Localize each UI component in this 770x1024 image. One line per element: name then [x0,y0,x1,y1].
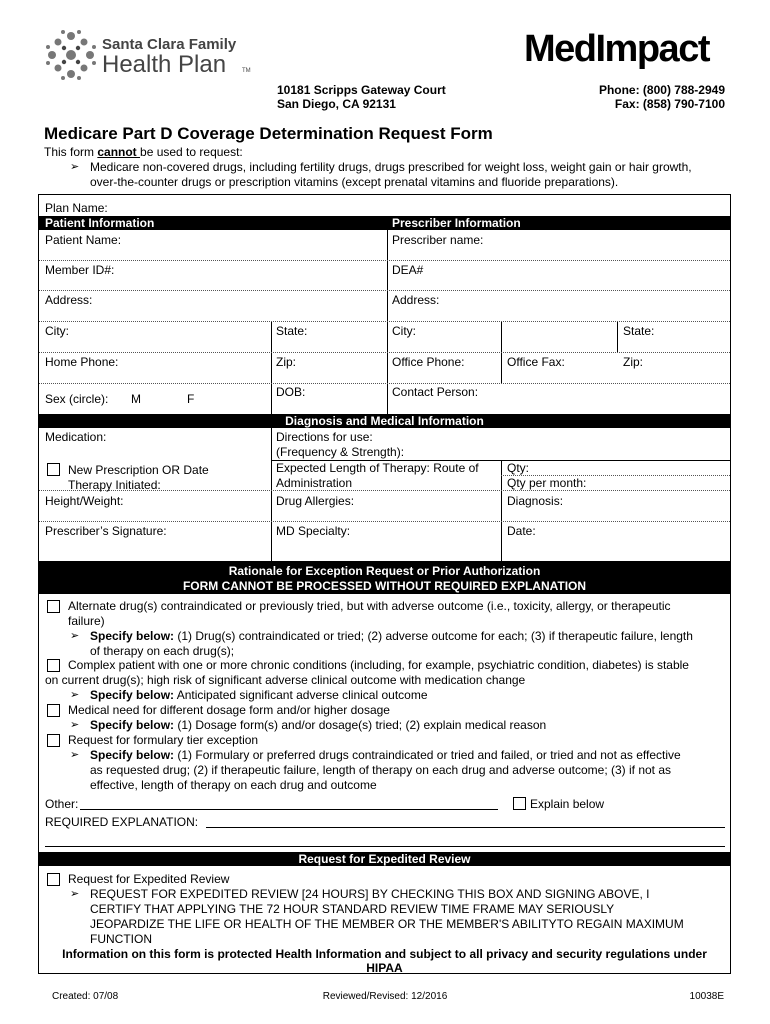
expedited-option-label: Request for Expedited Review [68,872,230,886]
patient-city-field[interactable]: City: [45,324,69,338]
medical-need-checkbox[interactable] [47,704,60,717]
dob-field[interactable]: DOB: [276,385,306,399]
formulary-tier-checkbox[interactable] [47,734,60,747]
office-fax-field[interactable]: Office Fax: [507,355,565,369]
height-weight-field[interactable]: Height/Weight: [45,494,124,508]
patient-state-field[interactable]: State: [276,324,308,338]
expedited-text-line4: FUNCTION [90,932,152,946]
intro-emph: cannot [97,145,141,159]
diagnosis-header-label: Diagnosis and Medical Information [285,414,484,428]
phone-number: Phone: (800) 788-2949 [598,83,725,97]
option3-specify-text: (1) Dosage form(s) and/or dosage(s) tried; (2) explain medical reason [174,718,547,732]
medimpact-logo: MedImpact [524,28,709,70]
divider-vertical [271,428,272,561]
intro-prefix: This form [44,145,98,159]
prescriber-signature-field[interactable]: Prescriber’s Signature: [45,524,167,538]
footer-code: 10038E [689,991,724,1002]
expedited-text-line2: CERTIFY THAT APPLYING THE 72 HOUR STANDARD REVIEW TIME FRAME MAY SERIOUSLY [90,902,615,916]
footer-revised: Reviewed/Revised: 12/2016 [322,991,448,1002]
prescriber-name-field[interactable]: Prescriber name: [392,233,484,247]
expedited-text-line1: REQUEST FOR EXPEDITED REVIEW [24 HOURS] BY CHECKING THIS BOX AND SIGNING ABOVE, I [90,887,650,901]
qty-month-field[interactable]: Qty per month: [507,476,587,490]
option1-specify-line2: of therapy on each drug(s); [90,644,235,658]
specify-label: Specify below: [90,748,175,762]
option1-line2: failure) [68,614,105,628]
md-specialty-field[interactable]: MD Specialty: [276,524,351,538]
directions-label-1[interactable]: Directions for use: [276,430,373,444]
option3-specify [90,718,546,732]
option4-line1: Request for formulary tier exception [68,733,259,747]
expedited-text-line3: JEOPARDIZE THE LIFE OR HEALTH OF THE MEMBER OR THE MEMBER'S ABILITYTO REGAIN MAXIMUM [90,917,684,931]
row-divider [39,260,730,261]
other-label: Other: [45,797,79,811]
prescriber-address-field[interactable]: Address: [392,293,440,307]
option2-line2: on current drug(s); high risk of significant adverse clinical outcome with medication change [45,673,526,687]
complex-patient-checkbox[interactable] [47,659,60,672]
new-prescription-label-2: Therapy Initiated: [68,478,161,492]
option1-specify-text: (1) Drug(s) contraindicated or tried; (2) adverse outcome for each; (3) if therapeutic failure, length [174,629,693,643]
directions-label-2: (Frequency & Strength): [276,445,405,459]
explain-below-label: Explain below [530,797,605,811]
option2-line1: Complex patient with one or more chronic conditions (including, for example, psychiatric condition, diabetes) is stable [68,658,689,672]
row-divider [39,521,730,522]
required-explanation-label: REQUIRED EXPLANATION: [45,815,199,829]
contact-person-field[interactable]: Contact Person: [392,385,479,399]
option4-specify [90,748,681,762]
drug-allergies-field[interactable]: Drug Allergies: [276,494,355,508]
required-explanation-input-line[interactable] [206,827,725,828]
address-line1: 10181 Scripps Gateway Court [277,83,446,97]
alternate-drug-checkbox[interactable] [47,600,60,613]
scfhp-logo-tm: TM [242,68,251,74]
patient-name-field[interactable]: Patient Name: [45,233,122,247]
option1-line1: Alternate drug(s) contraindicated or previously tried, but with adverse outcome (i.e., toxicity, allergy, or therapeutic [68,599,671,613]
patient-info-header-label: Patient Information [45,216,155,230]
therapy-length-label-1[interactable]: Expected Length of Therapy: Route of [276,461,479,475]
divider-vertical [617,321,618,352]
option4-specify-text: (1) Formulary or preferred drugs contraindicated or tried and failed, or tried and not as effective [174,748,681,762]
arrow-bullet-icon: ➢ [70,749,80,761]
intro-suffix: be used to request: [140,145,243,159]
prescriber-city-field[interactable]: City: [392,324,416,338]
option2-specify [90,688,428,702]
dea-field[interactable]: DEA# [392,263,424,277]
expedited-header-label: Request for Expedited Review [298,852,471,866]
scfhp-logo-line2: Health Plan [102,51,227,78]
qty-field[interactable]: Qty: [507,461,530,475]
intro-text [44,145,243,159]
rationale-header-line1: Rationale for Exception Request or Prior Authorization [228,564,541,578]
scfhp-logo [44,28,264,83]
option4-specify-line2: as requested drug; (2) if therapeutic failure, length of therapy on each drug and adverse outcome; (3) if not as [90,763,672,777]
privacy-notice-line2: HIPAA [366,961,403,975]
new-prescription-label-1: New Prescription OR Date [68,463,209,477]
arrow-bullet-icon: ➢ [70,630,80,642]
therapy-length-label-2: Administration [276,476,353,490]
patient-address-field[interactable]: Address: [45,293,93,307]
patient-zip-field[interactable]: Zip: [276,355,297,369]
date-field[interactable]: Date: [507,524,536,538]
intro-bullet-line1: Medicare non-covered drugs, including fertility drugs, drugs prescribed for weight loss, weight gain or hair growth, [90,160,692,174]
other-input-line[interactable] [80,809,498,810]
arrow-bullet-icon: ➢ [70,689,80,701]
arrow-bullet-icon: ➢ [70,719,80,731]
specify-label: Specify below: [90,629,175,643]
intro-bullet-line2: over-the-counter drugs or prescription vitamins (except prenatal vitamins and fluoride preparations). [90,175,619,189]
plan-name-label: Plan Name: [45,201,108,215]
scfhp-logo-line1: Santa Clara Family [102,36,237,53]
row-divider [39,290,730,291]
prescriber-state-field[interactable]: State: [623,324,655,338]
row-divider [39,352,730,353]
row-divider [39,321,730,322]
sex-option-f[interactable]: F [187,392,195,406]
explain-below-checkbox[interactable] [513,797,526,810]
divider-vertical [387,230,388,414]
office-phone-field[interactable]: Office Phone: [392,355,465,369]
home-phone-field[interactable]: Home Phone: [45,355,119,369]
privacy-notice-line1: Information on this form is protected Health Information and subject to all privacy and security regulations under [62,947,707,961]
sex-option-m[interactable]: M [131,392,141,406]
address-line2: San Diego, CA 92131 [277,97,396,111]
divider-vertical [271,321,272,414]
diagnosis-field[interactable]: Diagnosis: [507,494,564,508]
option1-specify [90,629,693,643]
fax-number: Fax: (858) 790-7100 [614,97,725,111]
expedited-review-checkbox[interactable] [47,873,60,886]
footer-created: Created: 07/08 [52,991,119,1002]
member-id-field[interactable]: Member ID#: [45,263,115,277]
option3-line1: Medical need for different dosage form and/or higher dosage [68,703,390,717]
arrow-bullet-icon: ➢ [70,161,80,173]
new-prescription-checkbox[interactable] [47,463,60,476]
option4-specify-line3: effective, length of therapy on each drug and outcome [90,778,377,792]
row-divider [39,383,730,384]
page-title: Medicare Part D Coverage Determination Request Form [44,124,493,143]
flower-logo-icon [44,28,98,82]
prescriber-info-header-label: Prescriber Information [392,216,521,230]
arrow-bullet-icon: ➢ [70,888,80,900]
specify-label: Specify below: [90,718,175,732]
sex-label: Sex (circle): [45,392,109,406]
option2-specify-text: Anticipated significant adverse clinical outcome [174,688,428,702]
specify-label: Specify below: [90,688,175,702]
prescriber-zip-field[interactable]: Zip: [623,355,644,369]
explanation-line-2[interactable] [45,846,725,847]
rationale-header-line2: FORM CANNOT BE PROCESSED WITHOUT REQUIRED EXPLANATION [182,579,587,593]
medication-field[interactable]: Medication: [45,430,107,444]
